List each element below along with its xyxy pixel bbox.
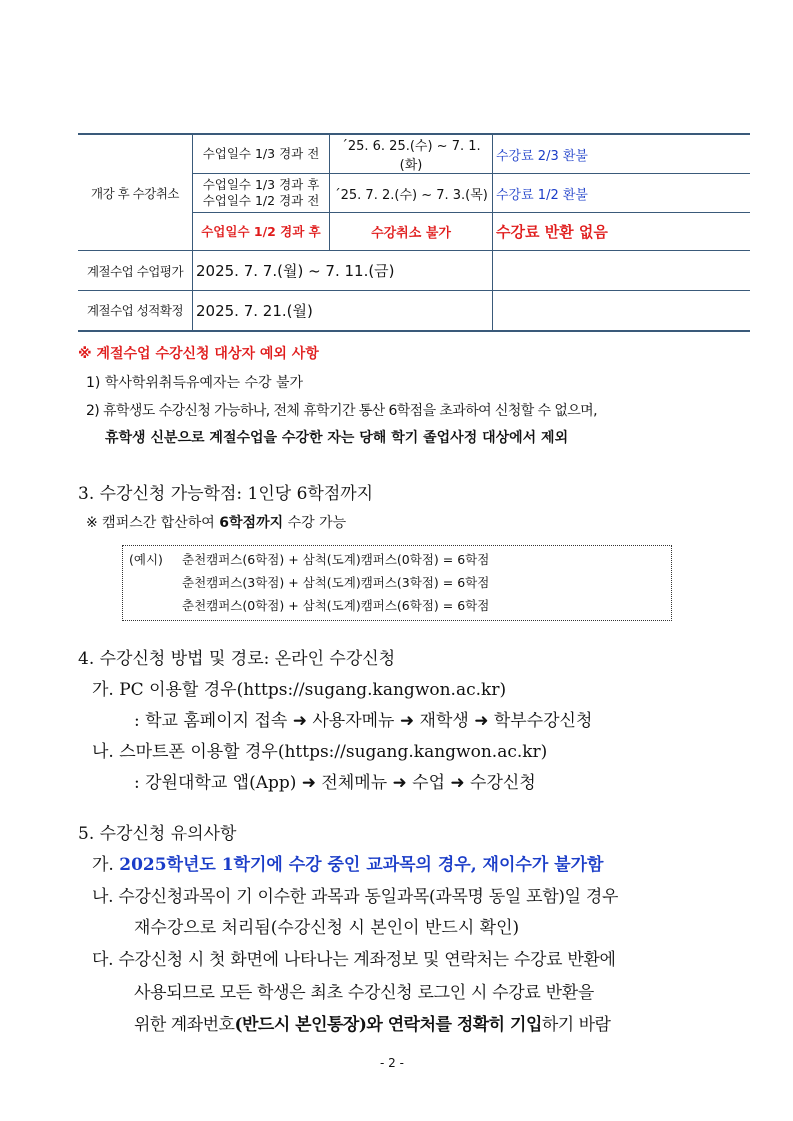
- empty-cell: [493, 251, 751, 291]
- a-text: 2025학년도 1학기에 수강 중인 교과목의 경우, 재이수가 불가함: [119, 855, 604, 875]
- section4-b-path: : 강원대학교 앱(App) ➜ 전체메뉴 ➜ 수업 ➜ 수강신청: [134, 773, 536, 793]
- section5-b-line: 나. 수강신청과목이 기 이수한 과목과 동일과목(과목명 동일 포함)일 경우: [92, 887, 619, 907]
- refund-cell: 수강료 반환 없음: [493, 213, 751, 251]
- note-suffix: 수강 가능: [283, 515, 347, 531]
- refund-cell: 수강료 1/2 환불: [493, 174, 751, 213]
- period-cell: 수업일수 1/3 경과 전: [193, 134, 330, 174]
- exception-item: 1) 학사학위취득유예자는 수강 불가: [86, 375, 304, 391]
- eval-label: 계절수업 수업평가: [78, 251, 193, 291]
- example-line: 춘천캠퍼스(3학점) + 삼척(도계)캠퍼스(3학점) = 6학점: [182, 575, 490, 590]
- example-line: 춘천캠퍼스(6학점) + 삼척(도계)캠퍼스(0학점) = 6학점: [182, 552, 490, 567]
- example-line: 춘천캠퍼스(0학점) + 삼척(도계)캠퍼스(6학점) = 6학점: [182, 598, 490, 613]
- section5-c-line: 사용되므로 모든 학생은 최초 수강신청 로그인 시 수강료 반환을: [134, 983, 595, 1003]
- example-label: (예시): [129, 552, 163, 567]
- table-row: [78, 134, 750, 174]
- section5-c-line: 다. 수강신청 시 첫 화면에 나타나는 계좌정보 및 연락처는 수강료 반환에: [92, 950, 616, 970]
- note-bold: 6학점까지: [219, 515, 284, 531]
- empty-cell: [493, 291, 751, 331]
- example-box: [122, 545, 672, 621]
- period-cell: 수업일수 1/2 경과 후: [193, 213, 330, 251]
- c-suffix: 하기 바람: [541, 1015, 611, 1035]
- period-line: 수업일수 1/3 경과 후: [202, 177, 320, 192]
- cancel-label: 개강 후 수강취소: [78, 134, 193, 251]
- period-cell: [193, 174, 330, 213]
- section4-b-title: 나. 스마트폰 이용할 경우(https://sugang.kangwon.ac.kr): [92, 742, 548, 762]
- section4-a-path: : 학교 홈페이지 접속 ➜ 사용자메뉴 ➜ 재학생 ➜ 학부수강신청: [134, 711, 593, 731]
- eval-date: 2025. 7. 7.(월) ~ 7. 11.(금): [193, 251, 493, 291]
- section5-b-line: 재수강으로 처리됨(수강신청 시 본인이 반드시 확인): [134, 918, 520, 938]
- period-line: 수업일수 1/2 경과 전: [202, 193, 320, 208]
- section3-heading: 3. 수강신청 가능학점: 1인당 6학점까지: [78, 484, 374, 504]
- grade-label: 계절수업 성적확정: [78, 291, 193, 331]
- section5-c-line: [134, 1010, 610, 1035]
- date-cell: ´25. 6. 25.(수) ~ 7. 1.(화): [330, 134, 493, 174]
- section4-heading: 4. 수강신청 방법 및 경로: 온라인 수강신청: [78, 649, 396, 669]
- section5-a: [92, 850, 603, 875]
- date-cell: 수강취소 불가: [330, 213, 493, 251]
- section5-heading: 5. 수강신청 유의사항: [78, 824, 237, 844]
- table-row: [78, 291, 750, 331]
- table-row: [78, 251, 750, 291]
- exception-item: 2) 휴학생도 수강신청 가능하나, 전체 휴학기간 통산 6학점을 초과하여 신청할 수 없으며,: [86, 403, 597, 419]
- note-prefix: ※ 캠퍼스간 합산하여: [86, 515, 220, 531]
- exception-item-bold: 휴학생 신분으로 계절수업을 수강한 자는 당해 학기 졸업사정 대상에서 제외: [105, 430, 569, 446]
- section4-a-title: 가. PC 이용할 경우(https://sugang.kangwon.ac.kr): [92, 680, 507, 700]
- grade-date: 2025. 7. 21.(월): [193, 291, 493, 331]
- refund-cell: 수강료 2/3 환불: [493, 134, 751, 174]
- schedule-table: [78, 133, 750, 332]
- a-prefix: 가.: [92, 855, 120, 875]
- section3-note: [86, 512, 346, 532]
- exceptions-title: ※ 계절수업 수강신청 대상자 예외 사항: [78, 346, 319, 362]
- page-number: - 2 -: [380, 1056, 404, 1070]
- date-cell: ´25. 7. 2.(수) ~ 7. 3.(목): [330, 174, 493, 213]
- c-prefix: 위한 계좌번호: [134, 1015, 235, 1035]
- c-bold: (반드시 본인통장)와 연락처를 정확히 기입: [234, 1015, 542, 1035]
